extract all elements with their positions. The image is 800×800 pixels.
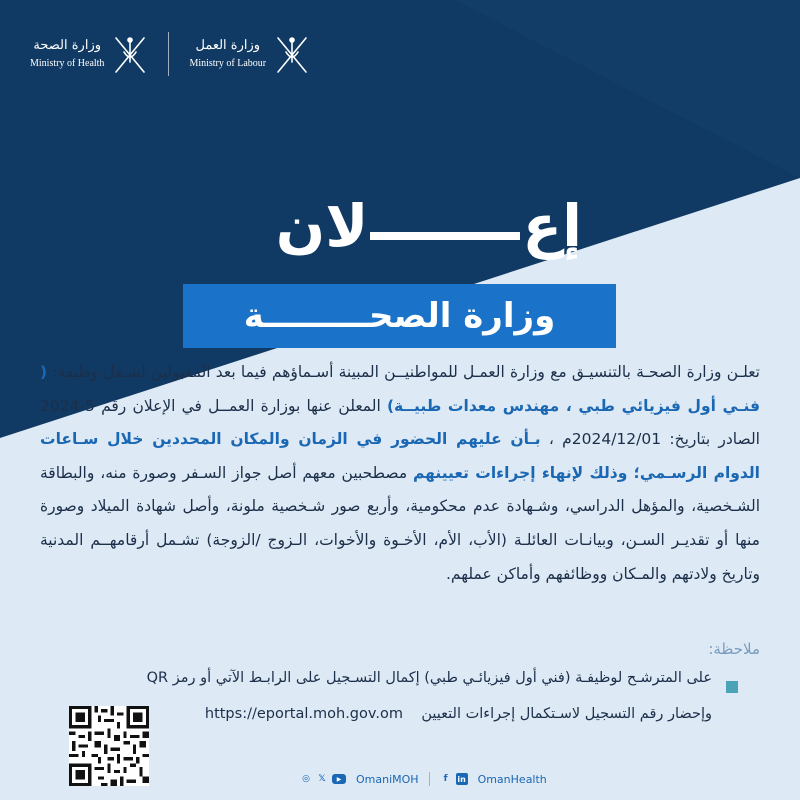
oman-emblem-icon xyxy=(112,32,148,76)
labour-en-name: Ministry of Labour xyxy=(189,58,267,69)
title-kashida-line xyxy=(370,232,520,240)
footer-socials xyxy=(300,770,547,788)
note-bullet xyxy=(726,681,738,693)
subtitle-banner xyxy=(183,284,616,348)
attendance-highlight: بـأن عليهم الحضور في الزمان والمكان المحددين خلال سـاعات الدوام الرسـمي؛ وذلك لإنهاء إجراءات تعيينهم xyxy=(40,430,760,482)
logo-separator xyxy=(168,32,169,76)
note-line-2-text: وإحضار رقم التسجيل لاسـتكمال إجراءات التعيين xyxy=(421,706,712,722)
footer-separator xyxy=(429,772,430,786)
body-part-2: المعلن عنها بوزارة العمــل في الإعلان رقم 5-2024 الصادر بتاريخ: 2024/12/01م ، xyxy=(40,396,760,449)
header-logos xyxy=(30,26,310,82)
subtitle: وزارة الصحـــــــــة xyxy=(243,296,556,336)
labour-ar-name: وزارة العمل xyxy=(195,38,261,53)
announcement-body xyxy=(40,356,760,591)
title-start: إع xyxy=(522,192,582,260)
health-ar-name: وزارة الصحة xyxy=(33,38,102,53)
body-part-3: مصطحبين معهم أصل جواز السـفر وصورة منه، والبطاقة الشـخصية، والمؤهل الدراسي، وشـهادة عدم محكومية، وأربع صور شـخصية ملونة، وأصل شهادة الميلاد وصورة منها أو تقديـر السـن، وبيانـات العائلـة (الأب، الأم، الأخـوة والأخوات، الـزوج /الزوجة) تشـمل أرقامهــم المدنية وتاريخ ولادتهم والمـكان ووظائفهم وأماكن عملهم. xyxy=(40,463,760,583)
qr-code[interactable] xyxy=(69,706,149,786)
page-title xyxy=(276,192,582,260)
handle-omanimoh[interactable]: OmaniMOH xyxy=(356,772,419,786)
social-icons-group-2 xyxy=(440,773,468,785)
facebook-icon[interactable]: f xyxy=(443,774,448,784)
ministry-of-health-logo xyxy=(30,32,148,76)
instagram-icon[interactable]: ◎ xyxy=(302,774,310,784)
ministry-of-labour-logo xyxy=(189,32,310,76)
youtube-icon[interactable]: ▶ xyxy=(332,774,346,784)
linkedin-icon[interactable]: in xyxy=(457,774,466,784)
body-part-1: تعلـن وزارة الصحـة بالتنسيـق مع وزارة العمـل للمواطنيــن المبينة أسـماؤهم فيما بعد المقبولين لشـغل وظيفة: xyxy=(47,363,760,381)
health-en-name: Ministry of Health xyxy=(30,58,105,69)
oman-emblem-icon xyxy=(274,32,310,76)
job-titles: ( فنـي أول فيزيائي طبي ، مهندس معدات طبيــة) xyxy=(40,363,760,415)
note-line-1: على المترشـح لوظيفـة (فني أول فيزيائـي طبي) إكمال التسـجيل على الرابـط الآتي أو رمز QR xyxy=(146,670,712,686)
note-line-2 xyxy=(152,706,712,722)
note-label: ملاحظة: xyxy=(708,640,760,658)
handle-omanhealth[interactable]: OmanHealth xyxy=(477,772,547,786)
social-icons-group-1 xyxy=(300,773,346,785)
x-icon[interactable]: 𝕏 xyxy=(318,774,326,784)
title-end: لان xyxy=(275,192,369,260)
registration-link[interactable]: https://eportal.moh.gov.om xyxy=(204,706,403,722)
